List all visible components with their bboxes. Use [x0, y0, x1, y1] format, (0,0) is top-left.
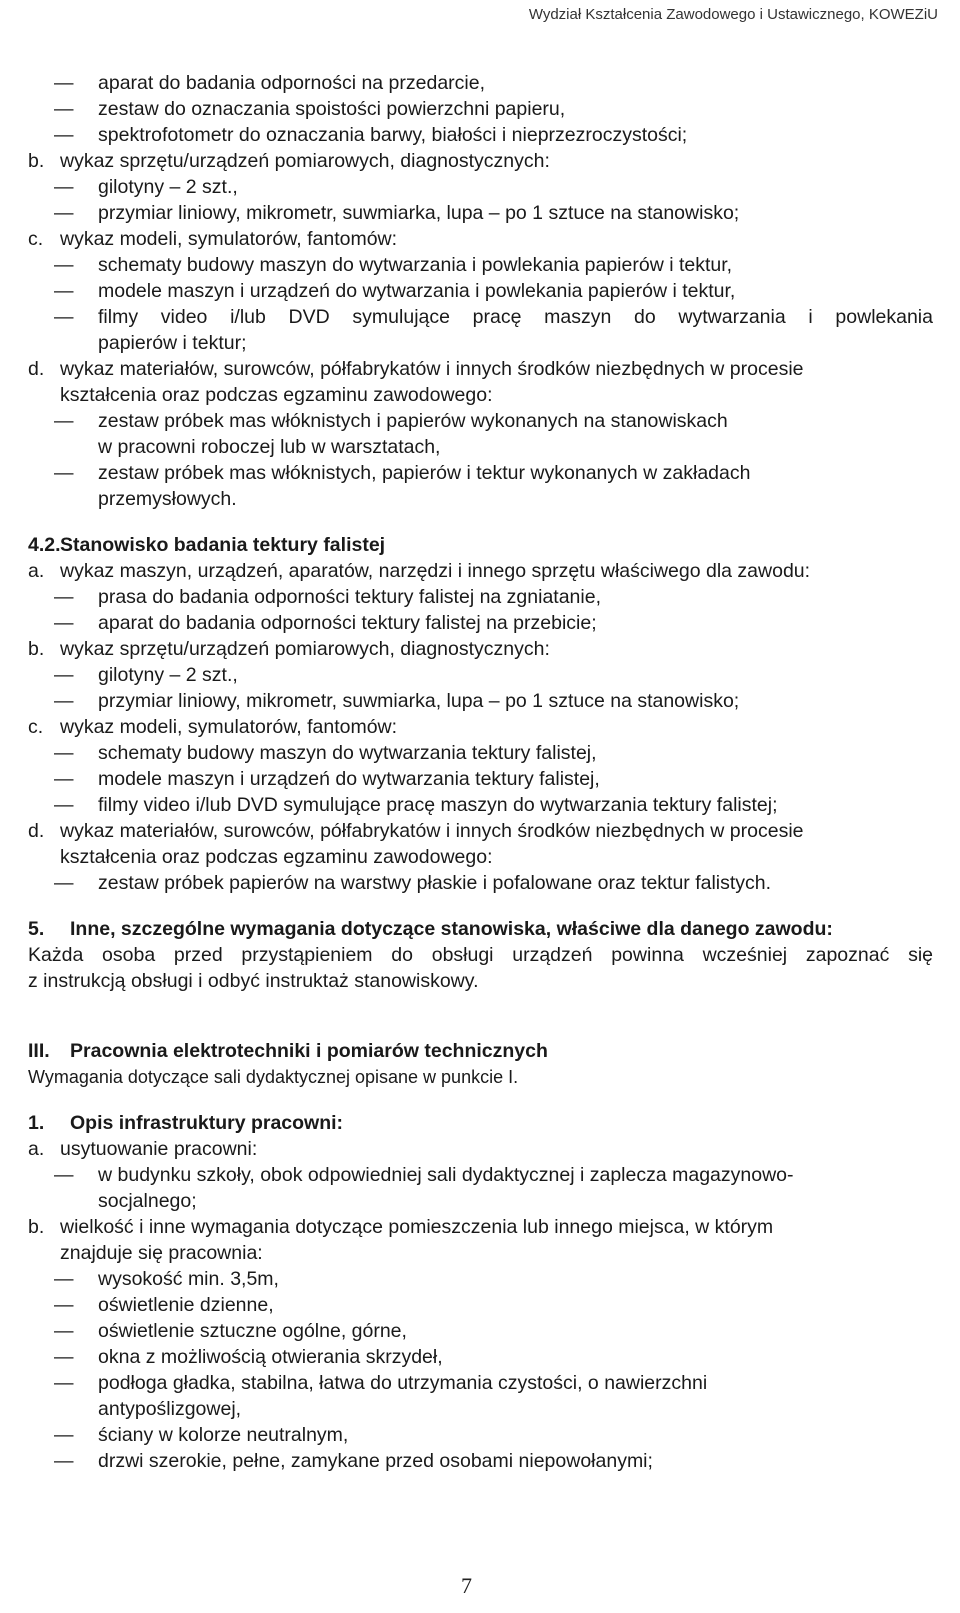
list-heading-text: wykaz maszyn, urządzeń, aparatów, narzędzi i innego sprzętu właściwego dla zawodu:	[60, 560, 811, 582]
list-heading-continuation: znajduje się pracownia:	[60, 1242, 263, 1264]
list-marker: b.	[28, 150, 45, 172]
list-marker: d.	[28, 358, 45, 380]
chapter-title: Pracownia elektrotechniki i pomiarów technicznych	[70, 1040, 548, 1062]
list-item: — drzwi szerokie, pełne, zamykane przed osobami niepowołanymi;	[28, 1448, 933, 1474]
list-item-continuation: socjalnego;	[98, 1190, 197, 1212]
list-marker: d.	[28, 820, 45, 842]
list-heading-a	[28, 1136, 933, 1162]
list-item: — przymiar liniowy, mikrometr, suwmiarka, lupa – po 1 sztuce na stanowisko;	[28, 688, 933, 714]
list-item-continuation: antypoślizgowej,	[98, 1398, 242, 1420]
list-marker: c.	[28, 716, 44, 738]
list-item: — spektrofotometr do oznaczania barwy, białości i nieprzezroczystości;	[28, 122, 933, 148]
section-number: 1.	[28, 1112, 45, 1134]
list-item: — podłoga gładka, stabilna, łatwa do utrzymania czystości, o nawierzchni	[28, 1370, 933, 1396]
list-heading-text: wykaz sprzętu/urządzeń pomiarowych, diagnostycznych:	[60, 638, 550, 660]
list-item: — zestaw do oznaczania spoistości powierzchni papieru,	[28, 96, 933, 122]
list-heading-text: wykaz materiałów, surowców, półfabrykatów i innych środków niezbędnych w procesie	[60, 358, 804, 380]
section-title: Inne, szczególne wymagania dotyczące stanowiska, właściwe dla danego zawodu:	[70, 918, 833, 940]
list-item: — filmy video i/lub DVD symulujące pracę maszyn do wytwarzania tektury falistej;	[28, 792, 933, 818]
list-heading-text: usytuowanie pracowni:	[60, 1138, 258, 1160]
list-heading-text: wykaz materiałów, surowców, półfabrykatów i innych środków niezbędnych w procesie	[60, 820, 804, 842]
list-item: — ściany w kolorze neutralnym,	[28, 1422, 933, 1448]
section-title: Stanowisko badania tektury falistej	[60, 534, 386, 556]
list-item: — aparat do badania odporności na przedarcie,	[28, 70, 933, 96]
list-heading-text: wykaz modeli, symulatorów, fantomów:	[60, 716, 398, 738]
list-heading-d	[28, 356, 933, 382]
paragraph-line: Każda osoba przed przystąpieniem do obsługi urządzeń powinna wcześniej zapoznać się	[28, 944, 933, 966]
chapter-number: III.	[28, 1040, 50, 1062]
list-marker: b.	[28, 1216, 45, 1238]
list-marker: b.	[28, 638, 45, 660]
list-item: — gilotyny – 2 szt.,	[28, 662, 933, 688]
list-marker: a.	[28, 560, 45, 582]
list-item: — filmy video i/lub DVD symulujące pracę maszyn do wytwarzania i powlekania	[28, 304, 933, 330]
list-heading-a	[28, 558, 933, 584]
list-item: — zestaw próbek mas włóknistych, papierów i tektur wykonanych w zakładach	[28, 460, 933, 486]
list-item: — prasa do badania odporności tektury falistej na zgniatanie,	[28, 584, 933, 610]
list-item-continuation: w pracowni roboczej lub w warsztatach,	[98, 436, 441, 458]
page-number: 7	[461, 1573, 472, 1598]
list-heading-b	[28, 148, 933, 174]
list-item: — zestaw próbek mas włóknistych i papierów wykonanych na stanowiskach	[28, 408, 933, 434]
chapter-heading	[28, 1038, 933, 1064]
list-item: — okna z możliwością otwierania skrzydeł,	[28, 1344, 933, 1370]
list-item: — schematy budowy maszyn do wytwarzania i powlekania papierów i tektur,	[28, 252, 933, 278]
list-heading-c	[28, 714, 933, 740]
page-header: Wydział Kształcenia Zawodowego i Ustawicznego, KOWEZiU	[528, 6, 938, 23]
section-heading	[28, 916, 933, 942]
document-body	[28, 70, 933, 1474]
list-item: — zestaw próbek papierów na warstwy płaskie i pofalowane oraz tektur falistych.	[28, 870, 933, 896]
section-heading	[28, 532, 933, 558]
list-item: — modele maszyn i urządzeń do wytwarzania i powlekania papierów i tektur,	[28, 278, 933, 304]
list-item-continuation: przemysłowych.	[98, 488, 237, 510]
list-marker: a.	[28, 1138, 45, 1160]
chapter-subtitle: Wymagania dotyczące sali dydaktycznej opisane w punkcie I.	[28, 1067, 519, 1087]
list-item: — oświetlenie sztuczne ogólne, górne,	[28, 1318, 933, 1344]
list-heading-text: wielkość i inne wymagania dotyczące pomieszczenia lub innego miejsca, w którym	[60, 1216, 774, 1238]
section-heading	[28, 1110, 933, 1136]
list-marker: c.	[28, 228, 44, 250]
list-item: — modele maszyn i urządzeń do wytwarzania tektury falistej,	[28, 766, 933, 792]
section-number: 5.	[28, 918, 45, 940]
list-heading-continuation: kształcenia oraz podczas egzaminu zawodowego:	[60, 846, 493, 868]
paragraph-line: z instrukcją obsługi i odbyć instruktaż stanowiskowy.	[28, 970, 479, 992]
list-heading-b	[28, 1214, 933, 1240]
list-heading-continuation: kształcenia oraz podczas egzaminu zawodowego:	[60, 384, 493, 406]
section-number: 4.2.	[28, 534, 61, 556]
list-heading-c	[28, 226, 933, 252]
list-item: — wysokość min. 3,5m,	[28, 1266, 933, 1292]
list-item: — gilotyny – 2 szt.,	[28, 174, 933, 200]
list-heading-b	[28, 636, 933, 662]
list-item: — oświetlenie dzienne,	[28, 1292, 933, 1318]
list-item: — aparat do badania odporności tektury falistej na przebicie;	[28, 610, 933, 636]
list-heading-text: wykaz modeli, symulatorów, fantomów:	[60, 228, 398, 250]
list-heading-d	[28, 818, 933, 844]
list-heading-text: wykaz sprzętu/urządzeń pomiarowych, diagnostycznych:	[60, 150, 550, 172]
list-item: — w budynku szkoły, obok odpowiedniej sali dydaktycznej i zaplecza magazynowo-	[28, 1162, 933, 1188]
list-item: — przymiar liniowy, mikrometr, suwmiarka, lupa – po 1 sztuce na stanowisko;	[28, 200, 933, 226]
list-item-continuation: papierów i tektur;	[98, 332, 247, 354]
section-title: Opis infrastruktury pracowni:	[70, 1112, 344, 1134]
list-item: — schematy budowy maszyn do wytwarzania tektury falistej,	[28, 740, 933, 766]
